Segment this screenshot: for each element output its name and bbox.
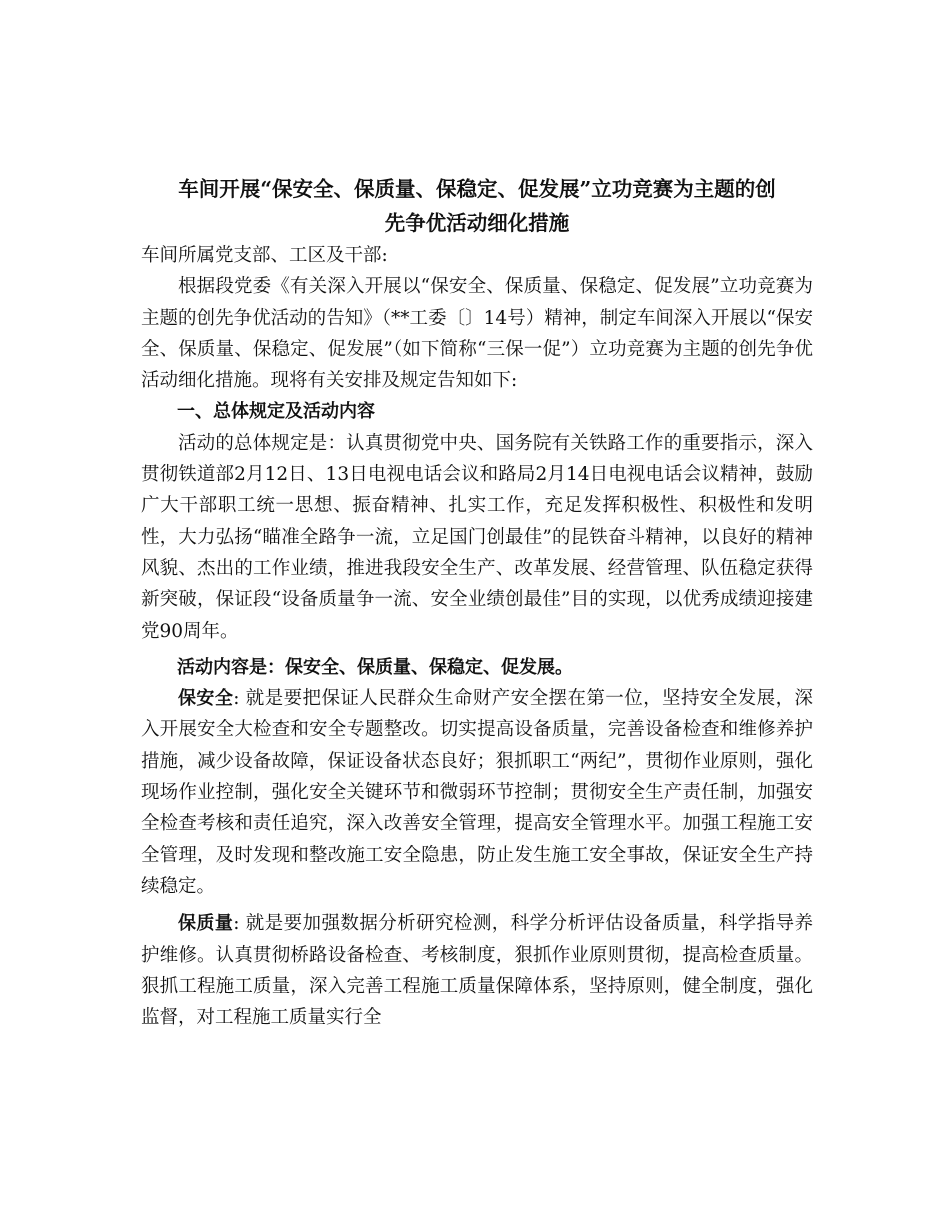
section-heading: 一、总体规定及活动内容 bbox=[177, 401, 375, 423]
safety-label: 保安全 bbox=[178, 688, 234, 710]
document-title bbox=[141, 172, 813, 240]
quality-text: : 就是要加强数据分析研究检测，科学分析评估设备质量，科学指导养护维修。认真贯彻桥路设备检查、考核制度，狠抓作业原则贯彻，提高检查质量。狠抓工程施工质量，深入完善工程施工质量保障体系，坚持原则，健全制度，强化监督，对工程施工质量实行全 bbox=[141, 913, 813, 1029]
quality-label: 保质量 bbox=[178, 913, 234, 935]
title-line-2: 先争优活动细化措施 bbox=[384, 211, 570, 235]
activity-content-heading: 活动内容是：保安全、保质量、保稳定、促发展。 bbox=[177, 656, 573, 678]
safety-paragraph bbox=[141, 683, 813, 902]
salutation: 车间所属党支部、工区及干部: bbox=[141, 245, 388, 266]
title-line-1: 车间开展“保安全、保质量、保稳定、促发展”立功竞赛为主题的创 bbox=[178, 177, 776, 201]
general-rules-paragraph: 活动的总体规定是：认真贯彻党中央、国务院有关铁路工作的重要指示，深入贯彻铁道部2月12日、13日电视电话会议和路局2月14日电视电话会议精神，鼓励广大干部职工统一思想、振奋精神、扎实工作，充足发挥积极性、积极性和发明性，大力弘扬“瞄准全路争一流，立足国门创最佳”的昆铁奋斗精神，以良好的精神风貌、杰出的工作业绩，推进我段安全生产、改革发展、经营管理、队伍稳定获得新突破，保证段“设备质量争一流、安全业绩创最佳”目的实现，以优秀成绩迎接建党90周年。 bbox=[141, 432, 813, 642]
document-body bbox=[141, 172, 813, 1033]
quality-paragraph bbox=[141, 908, 813, 1033]
intro-paragraph: 根据段党委《有关深入开展以“保安全、保质量、保稳定、促发展”立功竞赛为主题的创先争优活动的告知》（**工委〔〕14号）精神，制定车间深入开展以“保安全、保质量、保稳定、促发展”（如下简称“三保一促”）立功竞赛为主题的创先争优活动细化措施。现将有关安排及规定告知如下: bbox=[141, 276, 813, 392]
safety-text: : 就是要把保证人民群众生命财产安全摆在第一位，坚持安全发展，深入开展安全大检查和安全专题整改。切实提高设备质量，完善设备检查和维修养护措施，减少设备故障，保证设备状态良好；狠抓职工“两纪”，贯彻作业原则，强化现场作业控制，强化安全关键环节和微弱环节控制；贯彻安全生产责任制，加强安全检查考核和责任追究，深入改善安全管理，提高安全管理水平。加强工程施工安全管理，及时发现和整改施工安全隐患，防止发生施工安全事故，保证安全生产持续稳定。 bbox=[141, 688, 813, 897]
